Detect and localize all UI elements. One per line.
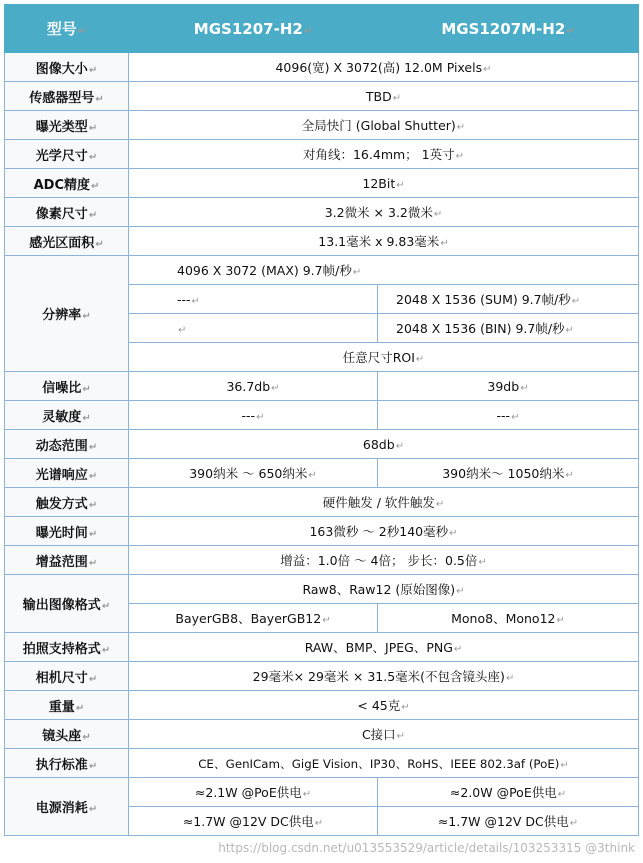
header-row	[5, 5, 639, 53]
row-power-poe	[5, 778, 639, 807]
row-optical-size	[5, 140, 639, 169]
value-resolution-roi: 任意尺寸ROI↵	[129, 343, 639, 372]
value-optical-size: 对角线：16.4mm； 1英寸↵	[129, 140, 639, 169]
value-resolution-b-sum: 2048 X 1536 (SUM) 9.7帧/秒↵	[378, 285, 639, 314]
label-sensitivity: 灵敏度↵	[5, 401, 129, 430]
value-spectral-a: 390纳米 ～ 650纳米↵	[129, 459, 378, 488]
label-weight: 重量↵	[5, 691, 129, 720]
value-sensitivity-b: ---↵	[378, 401, 639, 430]
label-sensor-model: 传感器型号↵	[5, 82, 129, 111]
row-sensor-area	[5, 227, 639, 256]
value-resolution-max: 4096 X 3072 (MAX) 9.7帧/秒↵	[129, 256, 639, 285]
value-resolution-a-bin: ↵	[129, 314, 378, 343]
label-trigger: 触发方式↵	[5, 488, 129, 517]
row-adc	[5, 169, 639, 198]
row-spectral	[5, 459, 639, 488]
value-output-format-a: BayerGB8、BayerGB12↵	[129, 604, 378, 633]
value-snr-b: 39db↵	[378, 372, 639, 401]
value-sensitivity-a: ---↵	[129, 401, 378, 430]
row-sensitivity	[5, 401, 639, 430]
value-snr-a: 36.7db↵	[129, 372, 378, 401]
row-output-format-common	[5, 575, 639, 604]
value-exposure-type: 全局快门 (Global Shutter)↵	[129, 111, 639, 140]
value-image-size: 4096(宽) X 3072(高) 12.0M Pixels↵	[129, 53, 639, 82]
label-power: 电源消耗↵	[5, 778, 129, 836]
value-power-a-dc: ≈1.7W @12V DC供电↵	[129, 807, 378, 836]
label-lens-mount: 镜头座↵	[5, 720, 129, 749]
value-power-b-dc: ≈1.7W @12V DC供电↵	[378, 807, 639, 836]
value-sensor-model: TBD↵	[129, 82, 639, 111]
value-pixel-size: 3.2微米 × 3.2微米↵	[129, 198, 639, 227]
label-sensor-area: 感光区面积↵	[5, 227, 129, 256]
value-trigger: 硬件触发 / 软件触发↵	[129, 488, 639, 517]
row-gain	[5, 546, 639, 575]
label-snr: 信噪比↵	[5, 372, 129, 401]
header-model-a: MGS1207-H2↵	[129, 5, 378, 53]
label-spectral: 光谱响应↵	[5, 459, 129, 488]
value-camera-size: 29毫米× 29毫米 × 31.5毫米(不包含镜头座)↵	[129, 662, 639, 691]
label-image-size: 图像大小↵	[5, 53, 129, 82]
label-optical-size: 光学尺寸↵	[5, 140, 129, 169]
value-power-b-poe: ≈2.0W @PoE供电↵	[378, 778, 639, 807]
row-photo-format	[5, 633, 639, 662]
value-output-format-b: Mono8、Mono12↵	[378, 604, 639, 633]
label-camera-size: 相机尺寸↵	[5, 662, 129, 691]
row-camera-size	[5, 662, 639, 691]
value-standards: CE、GenICam、GigE Vision、IP30、RoHS、IEEE 802.3af (PoE)↵	[129, 749, 639, 778]
label-dynamic-range: 动态范围↵	[5, 430, 129, 459]
value-output-format-common: Raw8、Raw12 (原始图像)↵	[129, 575, 639, 604]
value-exposure-time: 163微秒 ～ 2秒140毫秒↵	[129, 517, 639, 546]
value-sensor-area: 13.1毫米 x 9.83毫米↵	[129, 227, 639, 256]
value-photo-format: RAW、BMP、JPEG、PNG↵	[129, 633, 639, 662]
value-lens-mount: C接口↵	[129, 720, 639, 749]
row-trigger	[5, 488, 639, 517]
value-resolution-b-bin: 2048 X 1536 (BIN) 9.7帧/秒↵	[378, 314, 639, 343]
row-exposure-time	[5, 517, 639, 546]
label-resolution: 分辨率↵	[5, 256, 129, 372]
value-dynamic-range: 68db↵	[129, 430, 639, 459]
label-gain: 增益范围↵	[5, 546, 129, 575]
label-exposure-time: 曝光时间↵	[5, 517, 129, 546]
value-spectral-b: 390纳米～ 1050纳米↵	[378, 459, 639, 488]
header-label: 型号↵	[5, 5, 129, 53]
row-standards	[5, 749, 639, 778]
label-photo-format: 拍照支持格式↵	[5, 633, 129, 662]
row-sensor-model	[5, 82, 639, 111]
row-resolution-max	[5, 256, 639, 285]
spec-table	[4, 4, 639, 836]
value-power-a-poe: ≈2.1W @PoE供电↵	[129, 778, 378, 807]
row-image-size	[5, 53, 639, 82]
row-lens-mount	[5, 720, 639, 749]
row-exposure-type	[5, 111, 639, 140]
label-output-format: 输出图像格式↵	[5, 575, 129, 633]
header-model-b: MGS1207M-H2↵	[378, 5, 639, 53]
row-dynamic-range	[5, 430, 639, 459]
row-weight	[5, 691, 639, 720]
row-pixel-size	[5, 198, 639, 227]
value-weight: < 45克↵	[129, 691, 639, 720]
value-adc: 12Bit↵	[129, 169, 639, 198]
value-resolution-a-sum: ---↵	[129, 285, 378, 314]
watermark: https://blog.csdn.net/u013553529/article/details/103253315 @3think	[218, 841, 635, 855]
label-adc: ADC精度↵	[5, 169, 129, 198]
value-gain: 增益：1.0倍 ～ 4倍； 步长：0.5倍↵	[129, 546, 639, 575]
label-pixel-size: 像素尺寸↵	[5, 198, 129, 227]
row-snr	[5, 372, 639, 401]
label-exposure-type: 曝光类型↵	[5, 111, 129, 140]
label-standards: 执行标准↵	[5, 749, 129, 778]
